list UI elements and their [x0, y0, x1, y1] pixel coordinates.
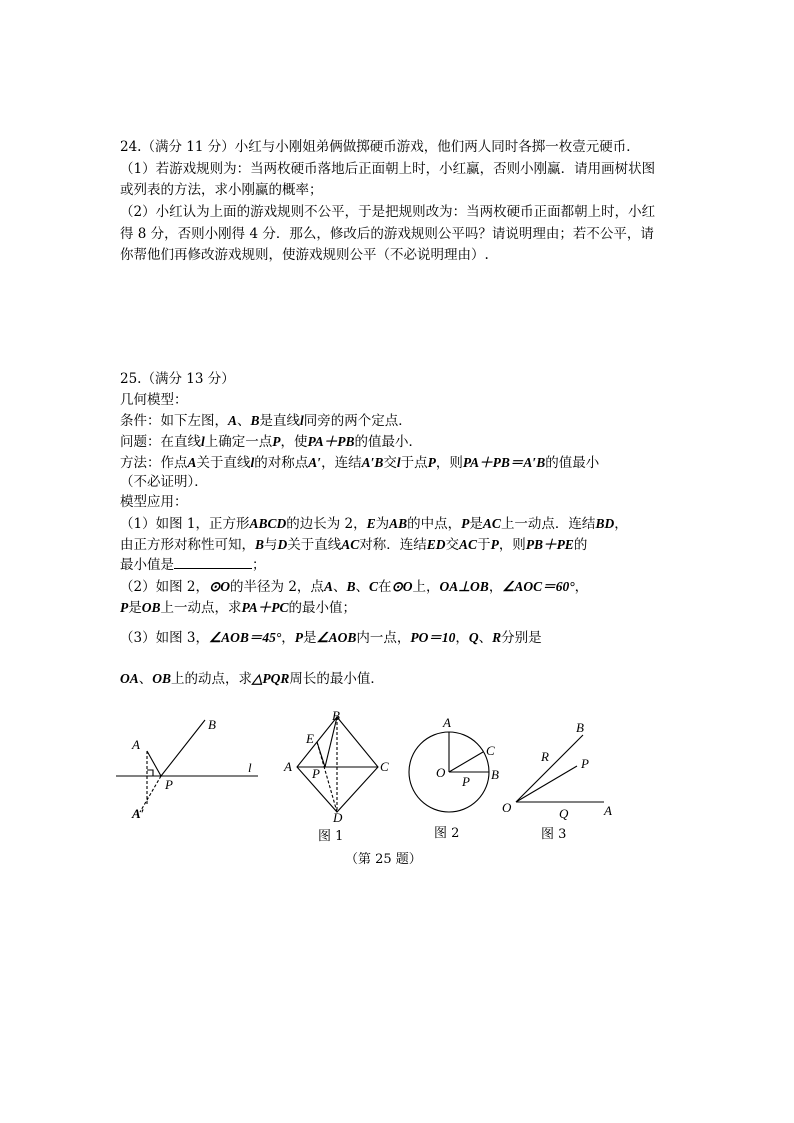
fig1-label-E: E	[306, 731, 314, 746]
q25-header: 25.（满分 13 分）	[120, 371, 235, 387]
application-title: 模型应用：	[120, 494, 188, 510]
path-APB	[147, 720, 205, 776]
fig2-caption: 图 2	[434, 826, 460, 841]
part3-line2: OA、OB上的动点，求△PQR周长的最小值．	[120, 671, 384, 687]
fig1-label-P: P	[312, 766, 320, 781]
segment-EP	[317, 742, 325, 767]
fig1-caption: 图 1	[318, 829, 344, 844]
fig3-label-P: P	[581, 756, 589, 771]
fig3-label-B: B	[576, 720, 584, 735]
radius-OC	[449, 752, 483, 772]
part2-line1: （2）如图 2，⊙O的半径为 2，点A、B、C在⊙O上，OA⊥OB，∠AOC＝60°，	[120, 579, 589, 595]
label-A-prime: A′	[132, 806, 145, 821]
fig2-label-B: B	[491, 767, 499, 782]
fig2-label-A: A	[443, 715, 451, 730]
label-P: P	[165, 777, 173, 792]
right-angle-mark	[147, 770, 153, 776]
fig1-label-A: A	[284, 759, 292, 774]
condition-line: 条件：如下左图，A、B是直线l同旁的两个定点．	[120, 413, 412, 429]
q24-part2-line2: 得 8 分，否则小刚得 4 分．那么，修改后的游戏规则公平吗？请说明理由；若不公平，请	[120, 226, 654, 242]
fig3-label-A: A	[604, 803, 612, 818]
fig1-label-C: C	[380, 759, 389, 774]
fig3-label-Q: Q	[559, 806, 569, 821]
fig3-label-O: O	[502, 800, 512, 815]
fig3-label-R: R	[541, 749, 549, 764]
fig3-caption: 图 3	[541, 827, 567, 842]
part1-line3: 最小值是 ；	[120, 557, 266, 573]
q24-part1-line2: 或列表的方法，求小刚赢的概率；	[120, 182, 323, 198]
fig1-label-D: D	[333, 810, 343, 825]
label-B: B	[208, 717, 216, 732]
model-title: 几何模型：	[120, 392, 188, 408]
q24-part2-line3: 你帮他们再修改游戏规则，使游戏规则公平（不必说明理由）.	[120, 247, 489, 263]
fig2-label-O: O	[436, 765, 446, 780]
q24-part2-line1: （2）小红认为上面的游戏规则不公平，于是把规则改为：当两枚硬币正面都朝上时，小红	[120, 204, 656, 220]
q24-part1-line1: （1）若游戏规则为：当两枚硬币落地后正面朝上时，小红赢，否则小刚赢．请用画树状图	[120, 161, 656, 177]
method-line: 方法：作点A关于直线l的对称点A′，连结A′B交l于点P，则PA＋PB＝A′B的值最小	[120, 455, 600, 471]
question-25-caption: （第 25 题）	[345, 852, 422, 867]
problem-line: 问题：在直线l上确定一点P，使PA＋PB的值最小．	[120, 434, 423, 450]
q24-header: 24.（满分 11 分）小红与小刚姐弟俩做掷硬币游戏，他们两人同时各掷一枚壹元硬币．	[120, 139, 640, 155]
method-line-2: （不必证明）．	[120, 474, 208, 490]
part1-line2: 由正方形对称性可知，B与D关于直线AC对称．连结ED交AC于P，则PB＋PE的	[120, 537, 588, 553]
label-A: A	[132, 737, 140, 752]
label-l: l	[248, 760, 252, 775]
fig1-label-B: B	[332, 708, 340, 723]
fig2-label-P: P	[462, 774, 470, 789]
part3-line1: （3）如图 3，∠AOB＝45°，P是∠AOB内一点，PO＝10，Q、R分别是	[120, 630, 542, 646]
part2-line2: P是OB上一动点，求PA＋PC的最小值；	[120, 600, 357, 616]
part1-line1: （1）如图 1，正方形ABCD的边长为 2，E为AB的中点，P是AC上一动点．连结BD，	[120, 516, 628, 532]
fig2-label-C: C	[486, 743, 495, 758]
